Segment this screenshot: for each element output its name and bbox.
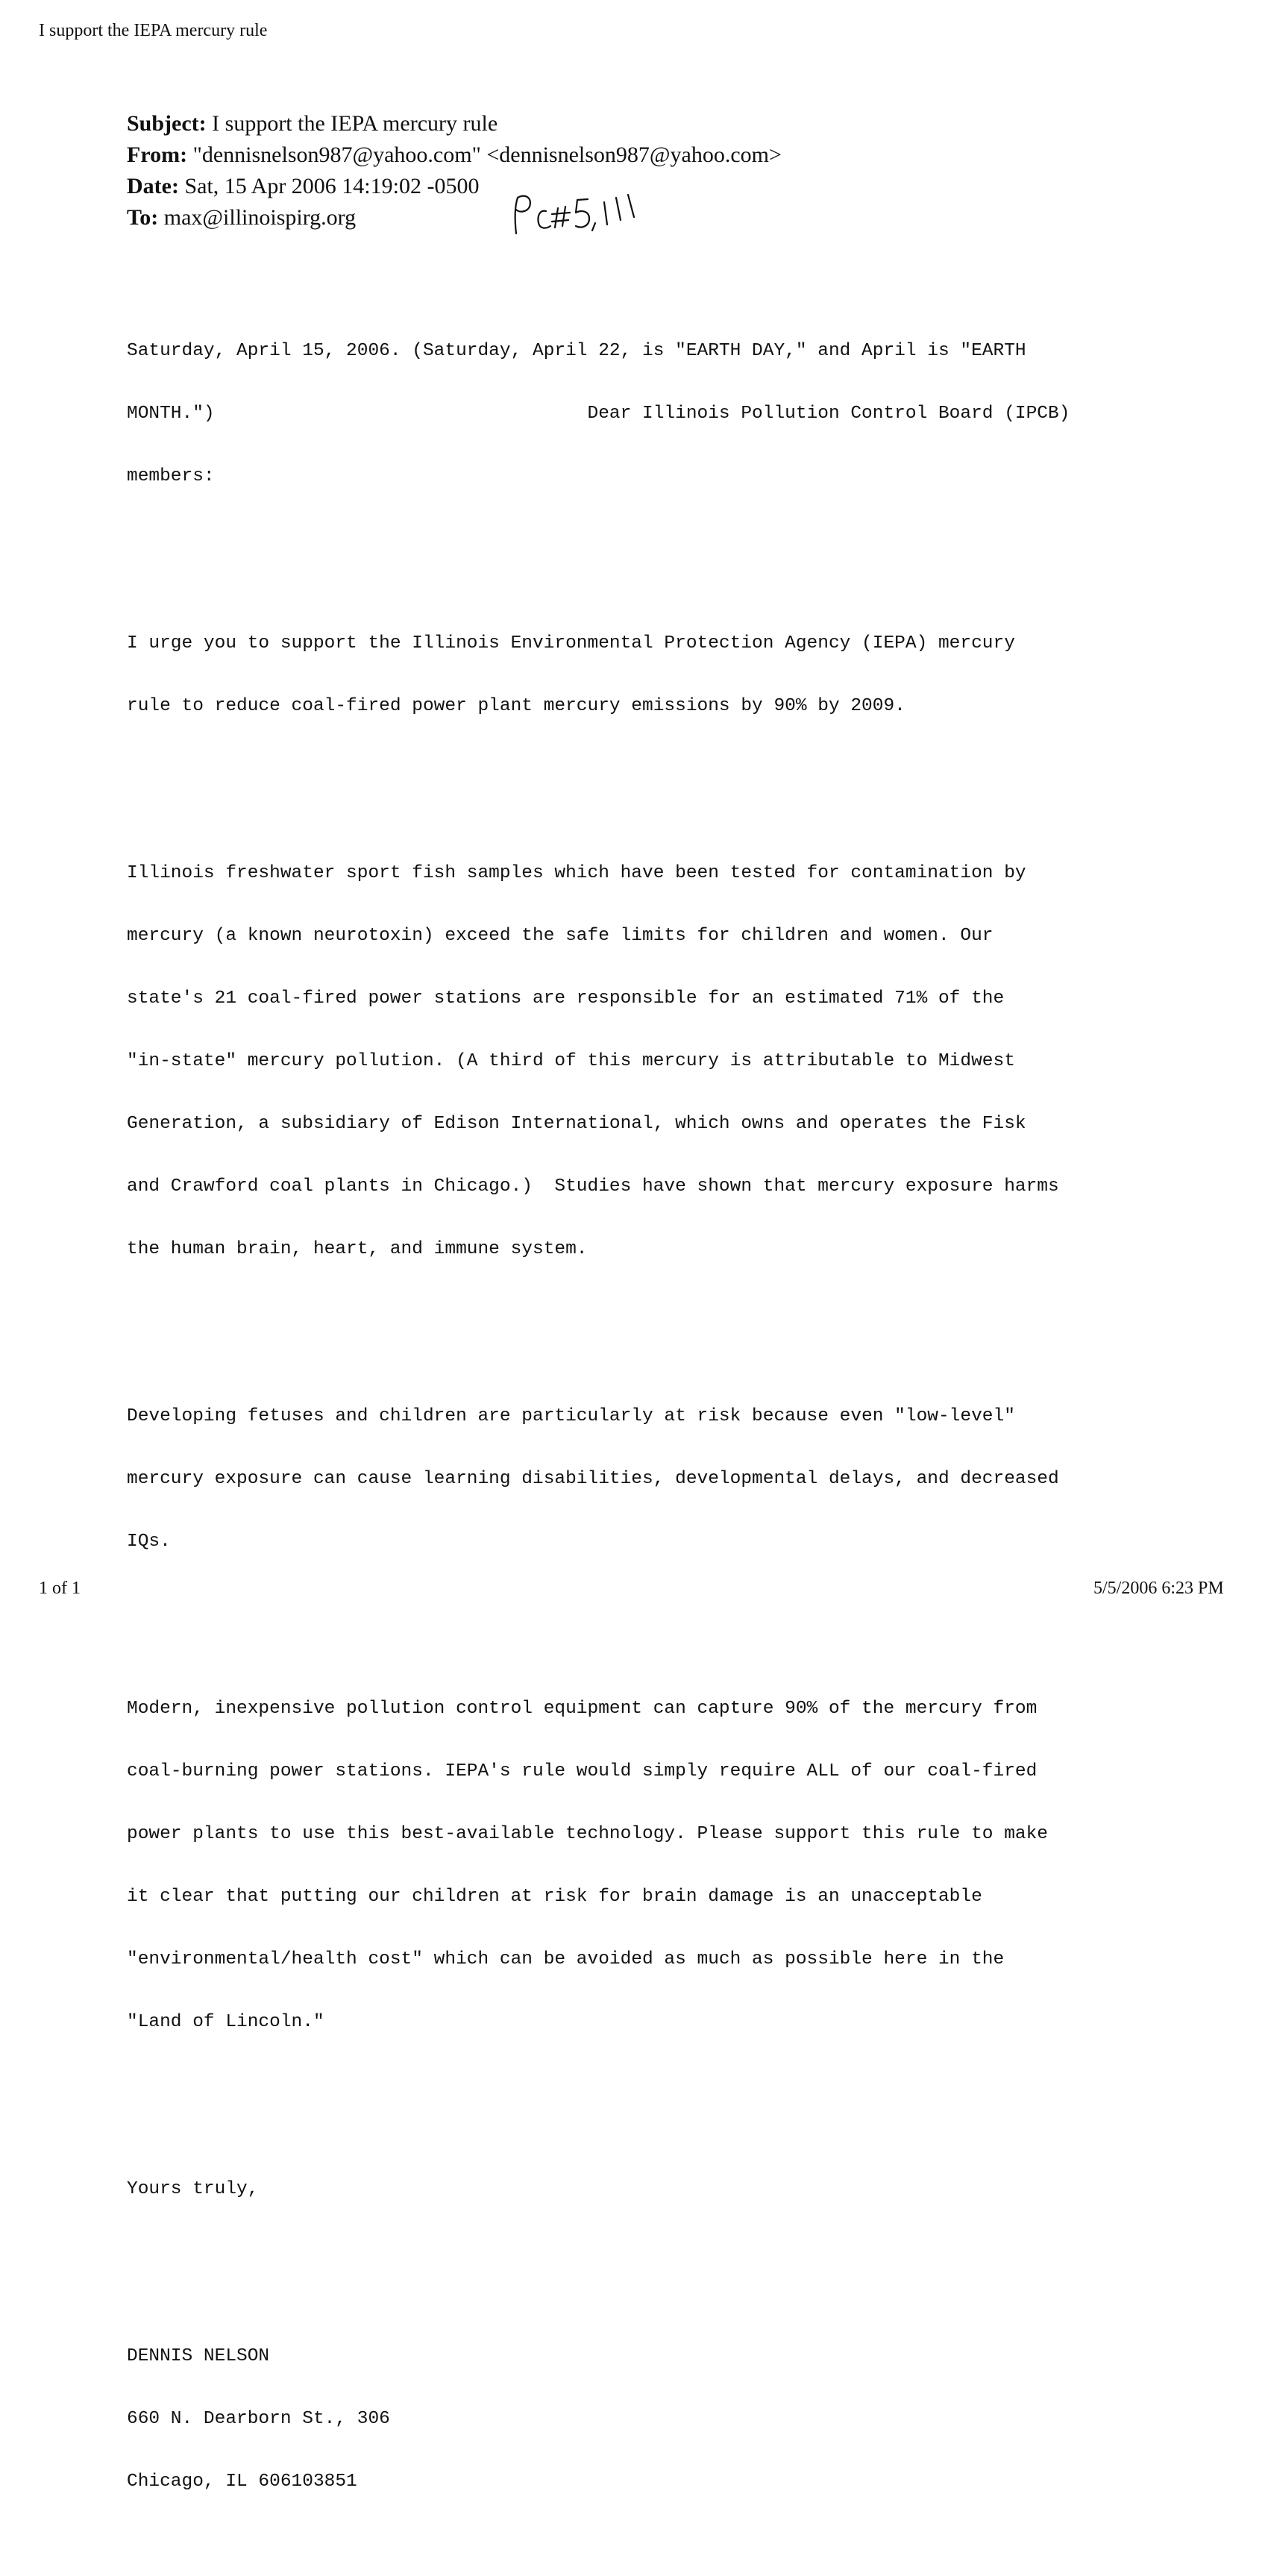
paragraph-line: and Crawford coal plants in Chicago.) Studies have shown that mercury exposure harms: [127, 1176, 1059, 1197]
intro-paragraph: [127, 299, 1171, 529]
handwritten-annotation: [507, 190, 656, 242]
paragraph-line: it clear that putting our children at risk for brain damage is an unacceptable: [127, 1887, 982, 1907]
subject-value: I support the IEPA mercury rule: [212, 111, 498, 136]
paragraph-line: "environmental/health cost" which can be avoided as much as possible here in the: [127, 1949, 1005, 1969]
signature-address: 660 N. Dearborn St., 306: [127, 2409, 390, 2429]
paragraph-3: [127, 1364, 1171, 1594]
paragraph-line: power plants to use this best-available technology. Please support this rule to make: [127, 1824, 1049, 1844]
paragraph-1: [127, 592, 1171, 759]
page-header-title: I support the IEPA mercury rule: [39, 21, 268, 40]
to-value: max@illinoispirg.org: [163, 205, 357, 230]
to-label: To:: [127, 205, 159, 230]
subject-row: [127, 108, 782, 140]
printed-timestamp: 5/5/2006 6:23 PM: [1093, 1579, 1224, 1598]
paragraph-line: Modern, inexpensive pollution control equipment can capture 90% of the mercury from: [127, 1699, 1038, 1719]
intro-line: Saturday, April 15, 2006. (Saturday, April 22, is "EARTH DAY," and April is "EARTH: [127, 341, 1026, 361]
paragraph-line: "Land of Lincoln.": [127, 2012, 324, 2032]
signature-city: Chicago, IL 606103851: [127, 2472, 357, 2492]
paragraph-line: the human brain, heart, and immune system.: [127, 1239, 588, 1259]
paragraph-line: Developing fetuses and children are particularly at risk because even "low-level": [127, 1406, 1015, 1426]
paragraph-line: Illinois freshwater sport fish samples which have been tested for contamination by: [127, 863, 1026, 883]
closing: [127, 2137, 1171, 2242]
paragraph-line: Generation, a subsidiary of Edison International, which owns and operates the Fisk: [127, 1114, 1026, 1134]
date-label: Date:: [127, 174, 179, 198]
date-value: Sat, 15 Apr 2006 14:19:02 -0500: [184, 174, 480, 198]
paragraph-line: IQs.: [127, 1532, 171, 1552]
intro-line: MONTH.") Dear Illinois Pollution Control Board (IPCB): [127, 404, 1070, 424]
email-headers: [127, 108, 782, 234]
page-number: 1 of 1: [39, 1579, 81, 1598]
paragraph-2: [127, 821, 1171, 1302]
paragraph-line: "in-state" mercury pollution. (A third of this mercury is attributable to Midwest: [127, 1051, 1015, 1071]
intro-line: members:: [127, 466, 215, 486]
paragraph-line: coal-burning power stations. IEPA's rule would simply require ALL of our coal-fired: [127, 1761, 1038, 1781]
paragraph-line: mercury (a known neurotoxin) exceed the safe limits for children and women. Our: [127, 926, 994, 946]
paragraph-line: state's 21 coal-fired power stations are responsible for an estimated 71% of the: [127, 988, 1005, 1009]
signature-block: [127, 2304, 1171, 2534]
closing-line: Yours truly,: [127, 2179, 259, 2199]
paragraph-4: [127, 1657, 1171, 2075]
paragraph-line: I urge you to support the Illinois Environmental Protection Agency (IEPA) mercury: [127, 633, 1015, 654]
paragraph-line: rule to reduce coal-fired power plant mercury emissions by 90% by 2009.: [127, 696, 905, 716]
from-row: [127, 140, 782, 171]
signature-name: DENNIS NELSON: [127, 2346, 270, 2366]
from-value: "dennisnelson987@yahoo.com" <dennisnelson987@yahoo.com>: [192, 142, 782, 167]
subject-label: Subject:: [127, 111, 207, 136]
paragraph-line: mercury exposure can cause learning disabilities, developmental delays, and decreased: [127, 1469, 1059, 1489]
date-row: [127, 171, 782, 202]
email-body: [127, 257, 1171, 2576]
to-row: [127, 202, 782, 234]
from-label: From:: [127, 142, 188, 167]
